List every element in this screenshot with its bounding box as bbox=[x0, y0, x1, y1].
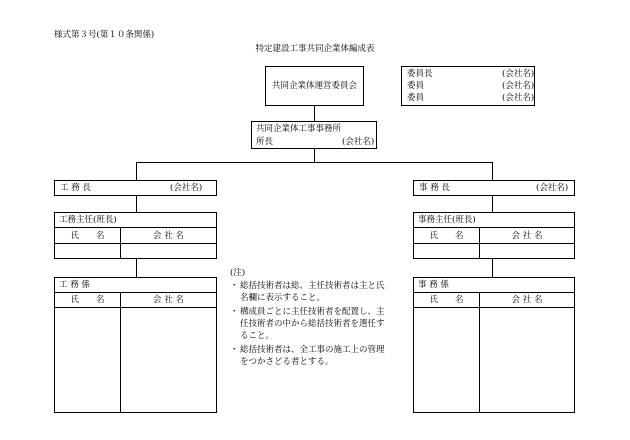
member-role-1: 委員長 bbox=[407, 69, 433, 79]
left-staff-title: 工 務 係 bbox=[59, 280, 90, 290]
office-name: 共同企業体工事事務所 bbox=[256, 124, 342, 134]
connector-line bbox=[136, 162, 493, 163]
left-staff-col-company: 会 社 名 bbox=[153, 295, 184, 305]
left-manager-role: 工 務 長 bbox=[60, 183, 91, 193]
connector-line bbox=[314, 106, 315, 121]
right-chief-table bbox=[413, 212, 575, 259]
member-role-3: 委員 bbox=[407, 93, 425, 103]
committee-box bbox=[265, 66, 364, 106]
right-staff-table bbox=[413, 277, 575, 413]
office-head-role: 所長 bbox=[256, 137, 274, 147]
left-chief-title: 工務主任(班長) bbox=[59, 215, 117, 225]
right-staff-col-name: 氏 名 bbox=[429, 295, 464, 305]
left-manager-company: (会社名) bbox=[170, 183, 203, 193]
notes-list bbox=[230, 280, 385, 369]
committee-members-box bbox=[401, 66, 535, 106]
note-item: ・ 総括技術者は、全工事の施工上の管理をつかさどる者とする。 bbox=[230, 344, 385, 367]
left-staff-table bbox=[54, 277, 217, 413]
right-staff-col-company: 会 社 名 bbox=[511, 295, 543, 305]
page-title: 特定建設工事共同企業体編成表 bbox=[255, 44, 375, 54]
right-chief-col-name: 氏 名 bbox=[429, 231, 464, 241]
connector-line bbox=[492, 196, 493, 212]
note-item: ・ 総括技術者は総、主任技術者は主と氏名欄に表示すること。 bbox=[230, 281, 385, 304]
right-manager-role: 事 務 長 bbox=[419, 183, 450, 193]
member-role-2: 委員 bbox=[407, 81, 425, 91]
member-company-1: (会社名) bbox=[502, 69, 535, 79]
form-label: 様式第３号(第１０条関係) bbox=[54, 30, 155, 40]
left-manager-box bbox=[54, 180, 217, 196]
connector-line bbox=[136, 162, 137, 180]
office-box bbox=[251, 121, 377, 149]
right-manager-box bbox=[413, 180, 575, 196]
note-bullet: ・ bbox=[230, 281, 239, 291]
left-chief-table bbox=[54, 212, 217, 259]
left-chief-col-company: 会 社 名 bbox=[153, 231, 184, 241]
note-bullet: ・ bbox=[230, 306, 239, 317]
note-bullet: ・ bbox=[230, 344, 239, 355]
member-company-3: (会社名) bbox=[502, 93, 535, 103]
right-staff-title: 事 務 係 bbox=[418, 280, 449, 290]
connector-line bbox=[136, 196, 137, 212]
left-staff-col-name: 氏 名 bbox=[70, 295, 105, 305]
connector-line bbox=[492, 162, 493, 180]
office-head-company: (会社名) bbox=[342, 137, 375, 147]
right-chief-col-company: 会 社 名 bbox=[511, 231, 543, 241]
right-manager-company: (会社名) bbox=[536, 183, 569, 193]
connector-line bbox=[314, 149, 315, 162]
committee-name: 共同企業体運営委員会 bbox=[271, 81, 357, 91]
right-chief-title: 事務主任(班長) bbox=[418, 215, 476, 225]
member-company-2: (会社名) bbox=[502, 81, 535, 91]
note-item: ・ 構成員ごとに主任技術者を配置し、主任技術者の中から総括技術者を選任すること。 bbox=[230, 306, 385, 342]
left-chief-col-name: 氏 名 bbox=[70, 231, 105, 241]
connector-line bbox=[492, 259, 493, 277]
notes-heading: (注) bbox=[230, 268, 246, 278]
connector-line bbox=[136, 259, 137, 277]
